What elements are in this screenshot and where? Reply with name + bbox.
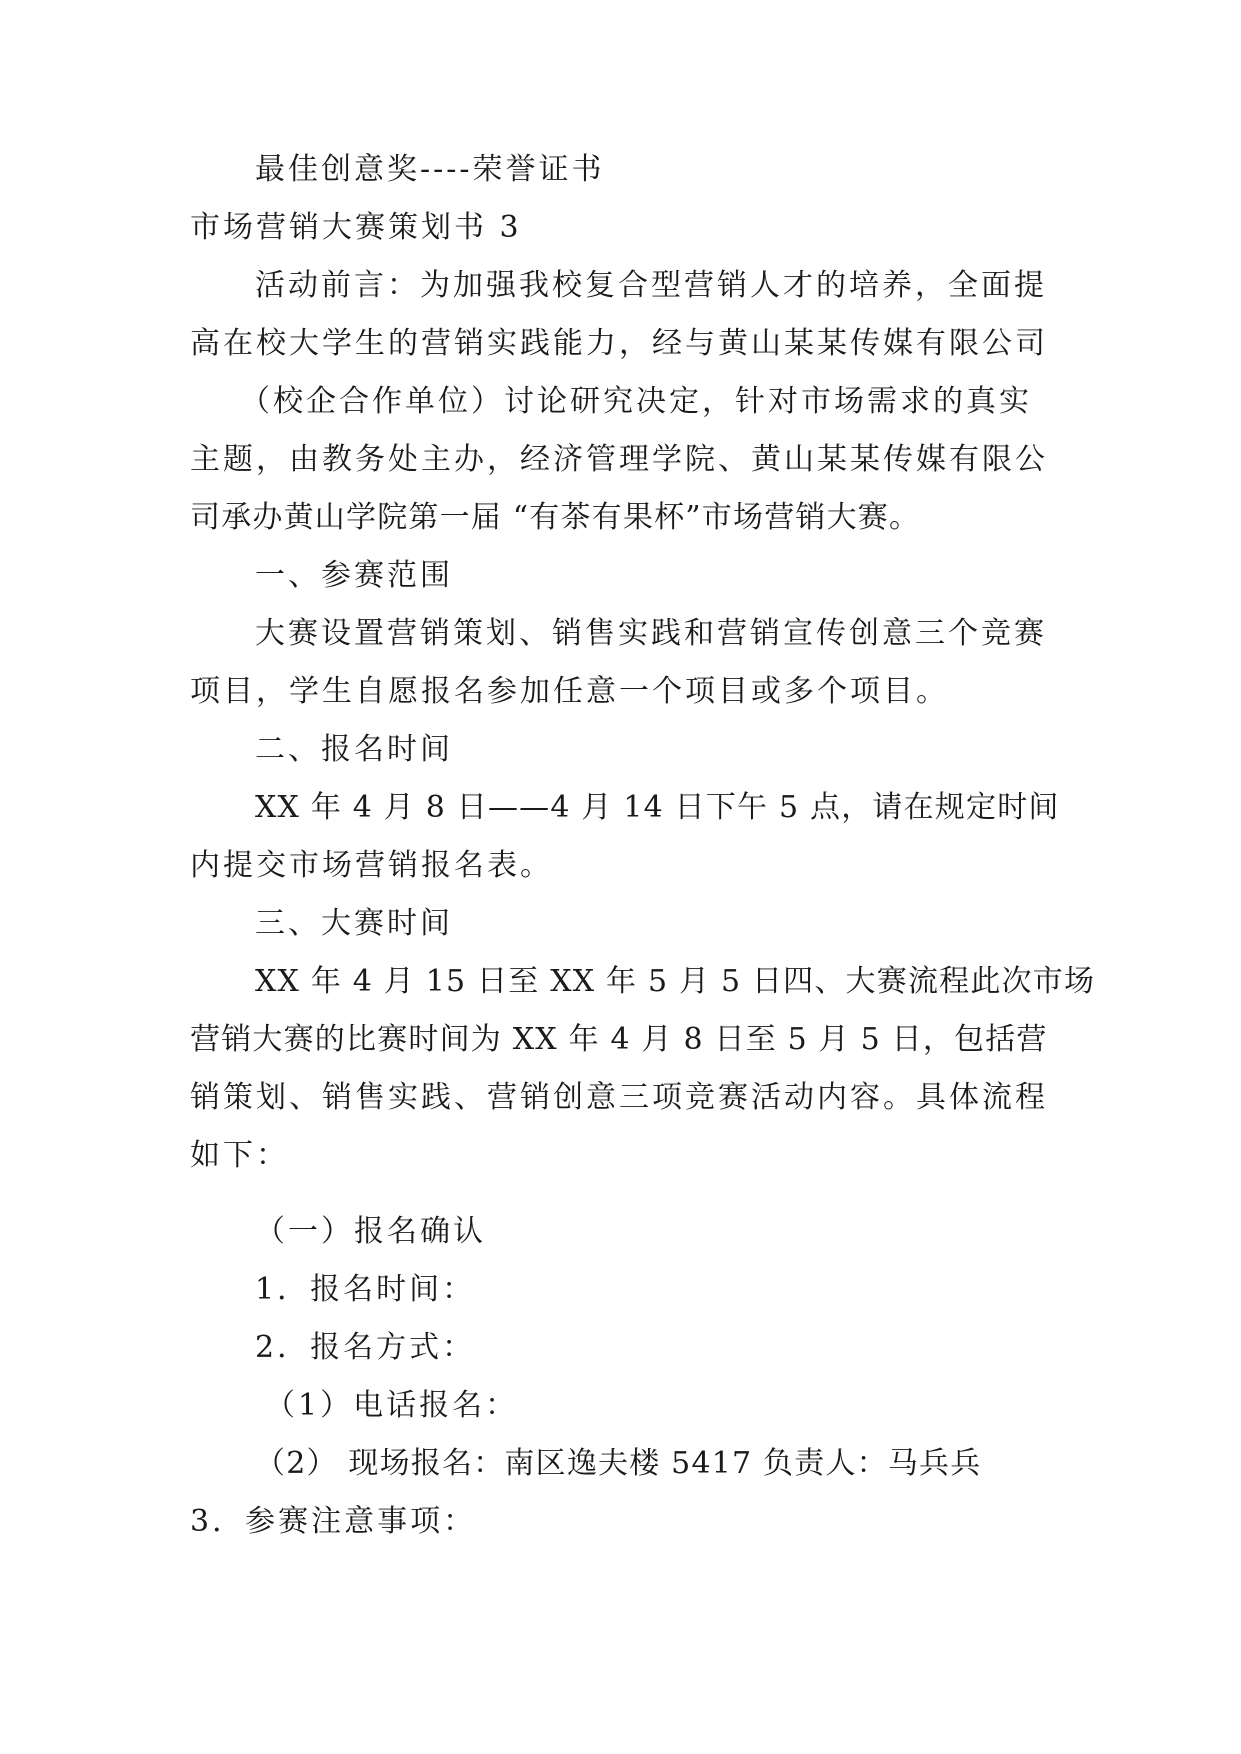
body-line: 营销大赛的比赛时间为 XX 年 4 月 8 日至 5 月 5 日，包括营 — [190, 1022, 1048, 1057]
intro-line: 活动前言：为加强我校复合型营销人才的培养，全面提 — [255, 268, 1047, 303]
section-heading: 三、大赛时间 — [255, 906, 453, 941]
body-line: 销策划、销售实践、营销创意三项竞赛活动内容。具体流程 — [190, 1080, 1048, 1115]
body-line: XX 年 4 月 8 日——4 月 14 日下午 5 点，请在规定时间 — [255, 790, 1060, 825]
award-line: 最佳创意奖----荣誉证书 — [255, 152, 605, 187]
intro-line: 司承办黄山学院第一届 “有茶有果杯”市场营销大赛。 — [190, 500, 921, 535]
section-heading: 二、报名时间 — [255, 732, 453, 767]
intro-line: （校企合作单位）讨论研究决定，针对市场需求的真实 — [240, 384, 1032, 419]
body-line: 项目，学生自愿报名参加任意一个项目或多个项目。 — [190, 674, 949, 709]
list-item: 1．报名时间： — [255, 1272, 476, 1307]
body-line: 如下： — [190, 1138, 289, 1173]
body-line: 内提交市场营销报名表。 — [190, 848, 553, 883]
list-item: （1）电话报名： — [265, 1388, 519, 1423]
list-item: 2．报名方式： — [255, 1330, 476, 1365]
list-item: （2） 现场报名：南区逸夫楼 5417 负责人：马兵兵 — [255, 1446, 982, 1481]
intro-line: 高在校大学生的营销实践能力，经与黄山某某传媒有限公司 — [190, 326, 1048, 361]
body-line: 大赛设置营销策划、销售实践和营销宣传创意三个竞赛 — [255, 616, 1047, 651]
intro-line: 主题，由教务处主办，经济管理学院、黄山某某传媒有限公 — [190, 442, 1048, 477]
list-item: 3．参赛注意事项： — [190, 1504, 477, 1539]
body-line: XX 年 4 月 15 日至 XX 年 5 月 5 日四、大赛流程此次市场 — [255, 964, 1096, 999]
section-heading: 一、参赛范围 — [255, 558, 453, 593]
document-title: 市场营销大赛策划书 3 — [190, 210, 522, 245]
subsection-heading: （一）报名确认 — [255, 1214, 486, 1249]
